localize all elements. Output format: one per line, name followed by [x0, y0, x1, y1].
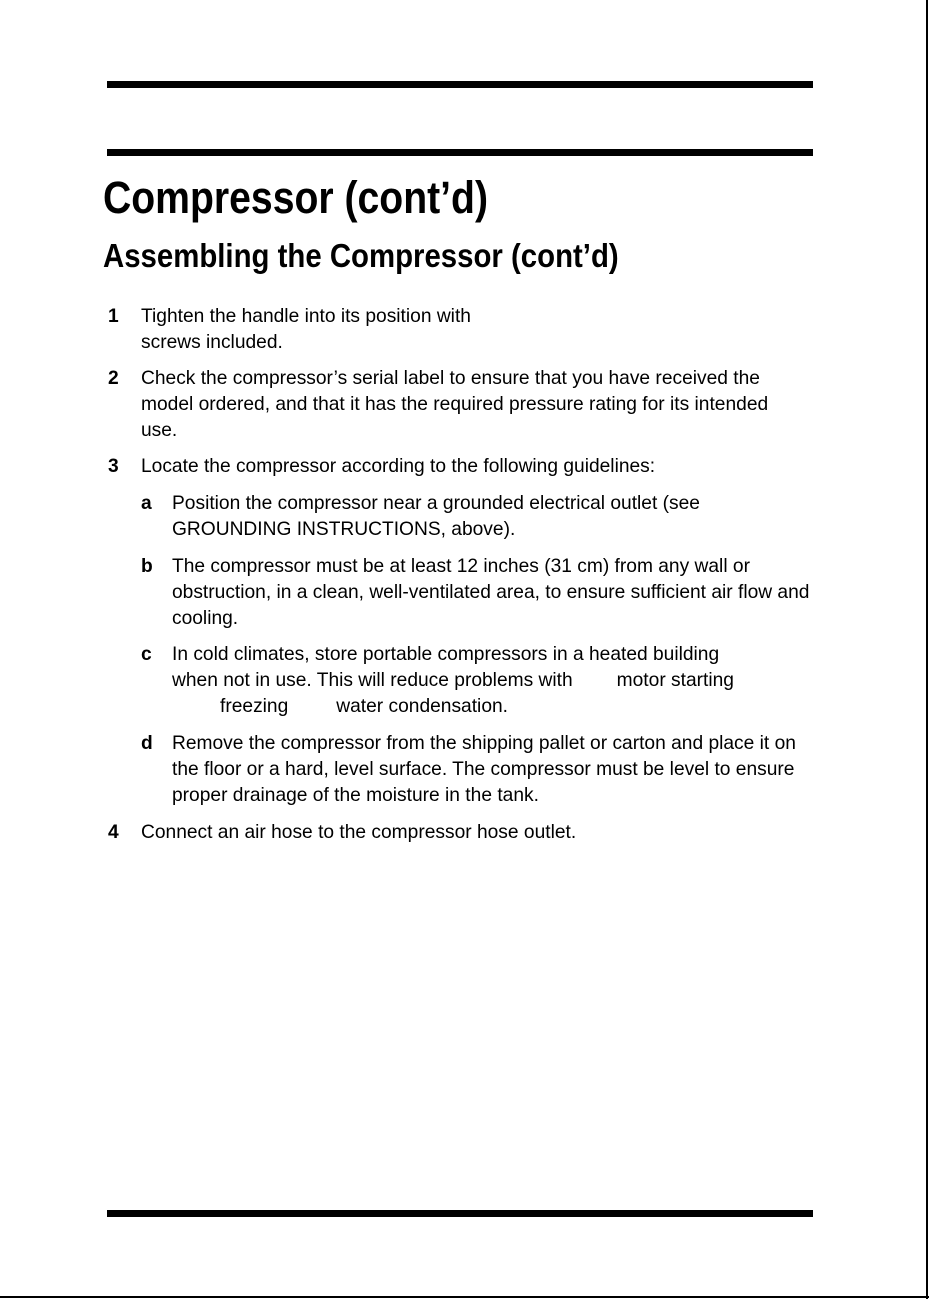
step-number: 4 — [108, 822, 119, 843]
substep-text: Position the compressor near a grounded electrical outlet (see GROUNDING INSTRUCTIONS, above). — [172, 493, 700, 540]
page-title: Compressor (cont’d) — [103, 172, 489, 223]
step-1 — [108, 304, 471, 356]
substep-letter: b — [141, 556, 153, 577]
top-rule — [107, 81, 813, 88]
step-text: Connect an air hose to the compressor hose outlet. — [141, 822, 577, 843]
substep-letter: a — [141, 493, 152, 514]
section-subtitle: Assembling the Compressor (cont’d) — [103, 237, 619, 274]
substep-line: freezing — [220, 696, 289, 717]
substep-text — [172, 642, 812, 720]
substep-letter: d — [141, 733, 153, 754]
substep-line: when not in use. This will reduce problems with — [172, 670, 573, 691]
substep-line: motor starting — [616, 670, 734, 691]
substep-letter: c — [141, 644, 152, 665]
page-edge-bottom — [0, 1296, 929, 1298]
substep-text: Remove the compressor from the shipping pallet or carton and place it on the floor or a hard, level surface. The compressor must be level to ensure proper drainage of the moisture in the tank. — [172, 733, 796, 806]
substep-c — [141, 642, 812, 720]
step-2 — [108, 366, 801, 444]
substep-line: In cold climates, store portable compressors in a heated building — [172, 644, 720, 665]
step-number: 1 — [108, 306, 119, 327]
substep-d — [141, 731, 812, 809]
substep-line: water condensation. — [336, 696, 508, 717]
step-4 — [108, 820, 801, 846]
header-rule — [107, 149, 813, 156]
step-text: Locate the compressor according to the following guidelines: — [141, 456, 656, 477]
step-number: 3 — [108, 456, 119, 477]
step-3 — [108, 454, 801, 480]
step-text: Check the compressor’s serial label to ensure that you have received the model ordered, and that it has the required pressure rating for its intended use. — [141, 368, 769, 441]
step-number: 2 — [108, 368, 119, 389]
substep-b — [141, 554, 812, 632]
substep-text: The compressor must be at least 12 inches (31 cm) from any wall or obstruction, in a clean, well-ventilated area, to ensure sufficient air flow and cooling. — [172, 556, 810, 629]
footer-rule — [107, 1210, 813, 1217]
step-text: Tighten the handle into its position with screws included. — [141, 306, 471, 353]
page-edge-right — [926, 0, 928, 1299]
substep-a — [141, 491, 812, 543]
